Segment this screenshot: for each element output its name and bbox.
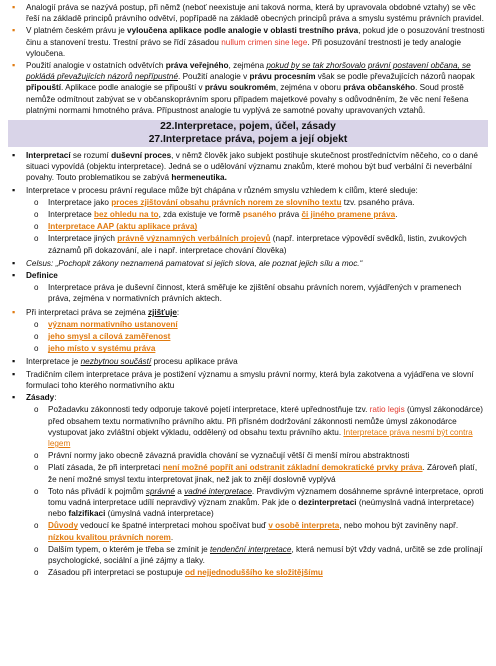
text-run: dezinterpretaci: [298, 497, 357, 507]
circle-bullet-icon: o: [34, 319, 39, 329]
text-run: Při interpretaci práva se zejména: [26, 307, 148, 317]
text-run: procesu aplikace práva: [151, 357, 238, 367]
bullet-item: [10, 258, 486, 269]
circle-bullet-icon: o: [34, 405, 39, 415]
text-run: a: [174, 486, 185, 496]
circle-bullet-icon: o: [34, 544, 39, 554]
text-run: falzifikaci: [68, 509, 106, 519]
text-run: , v němž člověk jako subjekt postihuje skutečnost prostředníctvím něčeho, co o dané situaci vypovídá (objektu interpretace). Jedná se o udělování významu znakům, které mohou být buď verbální či neverbální povahy. Touto problematikou se zabývá: [26, 151, 478, 183]
text-run: Právní normy jako obecně závazná pravidla chování se vyznačují větší či menší mírou abstraktnosti: [48, 451, 410, 461]
sub-item-text: [48, 463, 477, 483]
text-run: .: [395, 210, 398, 220]
text-run: Toto nás přivádí k pojmům: [48, 486, 146, 496]
text-run: vedoucí ke špatné interpretaci mohou spočívat buď: [78, 521, 269, 531]
circle-bullet-icon: o: [34, 222, 39, 232]
text-run: se rozumí: [70, 151, 112, 161]
text-run: Platí zásada, že při interpretaci: [48, 463, 163, 473]
interpretation-list: [10, 150, 486, 578]
bullet-icon: ▪: [12, 60, 16, 71]
text-run: Interpretace jiných: [48, 234, 118, 244]
section-heading: [8, 120, 488, 147]
text-run: (neúmyslná vadná interpretace) nebo: [48, 497, 474, 519]
text-run: , která nemusí být vždy vadná, určitě se zde prolínají psychologické, sociální a jiné zájmy a tlaky.: [48, 544, 483, 565]
text-run: Dalším typem, o kterém je třeba se zmínit je: [48, 544, 210, 554]
text-run: proces zjištování obsahu právních norem ze slovního textu: [111, 197, 342, 207]
text-run: Interpretace: [48, 210, 94, 220]
sub-item: [26, 233, 486, 255]
bullet-icon: ▪: [12, 306, 16, 317]
text-run: nízkou kvalitou právních norem: [48, 532, 171, 542]
bullet-icon: ▪: [12, 150, 16, 161]
sub-item: [26, 343, 486, 354]
bullet-text: [26, 357, 238, 366]
bullet-icon: ▪: [12, 184, 16, 195]
text-run: . Použití analogie v: [178, 72, 250, 82]
heading-line-2: 27.Interpretace práva, pojem a její objekt: [148, 133, 348, 145]
sub-item-text: [48, 198, 415, 207]
text-run: nezbytnou součástí: [80, 357, 152, 367]
text-run: . Aplikace podle analogie se připouští v: [61, 83, 205, 93]
text-run: Interpretace práva je duševní činnost, která směřuje ke zjištění obsahu právních norem, vyjádřených v pramenech práva, zejména v normativních právních aktech.: [48, 283, 462, 304]
text-run: správné: [145, 486, 175, 496]
bullet-item: [10, 356, 486, 367]
text-run: Interpretací: [26, 151, 71, 161]
sub-item: [26, 486, 486, 520]
text-run: Zásady: [26, 393, 55, 403]
text-run: práva: [276, 210, 302, 220]
bullet-item: [10, 150, 486, 184]
bullet-item: [10, 392, 486, 578]
bullet-icon: ▪: [12, 368, 16, 379]
heading-line-1: 22.Interpretace, pojem, účel, zásady: [160, 121, 336, 133]
text-run: Definice: [26, 271, 58, 281]
bullet-icon: ▪: [12, 257, 16, 268]
text-run: připouští: [26, 83, 62, 93]
sub-item: [26, 197, 486, 208]
text-run: Interpretace v procesu právní regulace může být chápána v různém smyslu vzhledem k cílům, které sleduje:: [26, 185, 418, 195]
text-run: jeho smysl a cílová zaměřenost: [48, 332, 171, 342]
bullet-icon: ▪: [12, 356, 16, 367]
bullet-icon: ▪: [12, 392, 16, 403]
circle-bullet-icon: o: [34, 210, 39, 220]
text-run: , pokud jde o posuzování trestnosti činu a stanovení trestu. Trestní právo se řídí zásadou: [26, 26, 485, 47]
sub-item-text: [48, 487, 484, 518]
bullet-text: [26, 61, 475, 115]
text-run: práva občanského: [343, 83, 416, 93]
sub-item: [26, 450, 486, 461]
sub-item-text: [48, 210, 397, 219]
circle-bullet-icon: o: [34, 234, 39, 244]
text-run: tzv. psaného práva.: [341, 197, 415, 207]
text-run: zjišťuje: [147, 307, 177, 317]
bullet-text: [26, 26, 485, 57]
intro-list: [10, 2, 486, 116]
sub-item-text: [48, 320, 178, 329]
bullet-item: [10, 270, 486, 305]
text-run: pokud by se tak zhoršovalo právní postavení občana, se pokládá převažujících názorů nepřípustné: [26, 61, 471, 82]
sub-item: [26, 282, 486, 304]
text-run: vyloučena aplikace podle analogie v oblasti trestního práva: [127, 26, 359, 36]
text-run: (např. interpretace výpovědí svědků, listin, zvukových záznamů při dokazování, ale i např. interpretace chování člověka): [48, 234, 467, 255]
bullet-text: [26, 308, 179, 317]
bullet-text: [26, 151, 478, 182]
sub-item-text: [48, 521, 458, 541]
text-run: právně významných verbálních projevů: [117, 234, 271, 244]
bullet-text: [26, 259, 362, 268]
sub-item-text: [48, 344, 155, 353]
text-run: , zejména v oboru: [275, 83, 344, 93]
sub-list: [26, 197, 486, 256]
sub-item-text: [48, 222, 197, 231]
sub-item: [26, 221, 486, 232]
bullet-icon: ▪: [12, 25, 16, 36]
sub-item-text: [48, 283, 461, 303]
text-run: nullum crimen sine lege: [221, 37, 308, 47]
bullet-item: [10, 185, 486, 256]
text-run: či jiného pramene práva: [301, 210, 396, 220]
sub-list: [26, 282, 486, 304]
text-run: :: [176, 307, 180, 317]
sub-item: [26, 331, 486, 342]
circle-bullet-icon: o: [34, 197, 39, 207]
text-run: Požadavku zákonnosti tedy odporuje takové pojetí interpretace, které upřednostňuje tzv.: [48, 405, 370, 415]
text-run: V platném českém právu je: [26, 26, 128, 36]
sub-list: [26, 404, 486, 578]
text-run: od nejjednoduššího ke složitějšímu: [185, 568, 323, 578]
circle-bullet-icon: o: [34, 283, 39, 293]
sub-item: [26, 544, 486, 566]
text-run: jeho místo v systému práva: [48, 344, 156, 354]
sub-item-text: [48, 545, 483, 565]
text-run: duševní proces: [111, 151, 172, 161]
bullet-icon: ▪: [12, 270, 16, 281]
text-run: Důvody: [48, 521, 79, 531]
text-run: vadné interpretace: [184, 486, 252, 496]
text-run: Interpretace je: [26, 357, 81, 367]
text-run: (úmysl zákonodárce) před obsahem textu normativního právního aktu. Při přísném dodržování zákonnosti nemůže úmysl zákonodárce vystupovat jako zvláštní objekt výkladu, oddělený od obsahu textu právního aktu.: [48, 405, 483, 437]
text-run: (úmyslná vadná interpretace): [105, 509, 214, 519]
text-run: není možné popřít ani odstranit základní demokratické prvky práva: [162, 463, 423, 473]
text-run: právu soukromém: [204, 83, 276, 93]
bullet-text: [26, 186, 418, 195]
text-run: význam normativního ustanovení: [48, 319, 178, 329]
sub-item: [26, 404, 486, 449]
text-run: bez ohledu na to: [93, 210, 159, 220]
text-run: .: [170, 532, 174, 542]
text-run: . Zároveň platí, že není možné smysl textu interpretovat jinak, než jak to znějí doslovně vyplývá: [48, 463, 478, 484]
text-run: tendenční interpretace: [209, 544, 292, 554]
text-run: hermeneutika.: [171, 173, 227, 183]
circle-bullet-icon: o: [34, 486, 39, 496]
bullet-text: [26, 3, 484, 23]
bullet-item: [10, 25, 486, 59]
bullet-text: [26, 370, 474, 390]
text-run: však se podle převažujících názorů naopak: [315, 72, 475, 82]
circle-bullet-icon: o: [34, 344, 39, 354]
sub-item-text: [48, 405, 483, 448]
bullet-item: [10, 2, 486, 24]
circle-bullet-icon: o: [34, 332, 39, 342]
bullet-text: [26, 393, 57, 402]
text-run: Celsus: „Pochopit zákony neznamená pamatovat si jejich slova, ale poznat jejich sílu a moc.“: [26, 258, 363, 268]
bullet-item: [10, 369, 486, 391]
sub-item-text: [48, 451, 409, 460]
sub-item: [26, 567, 486, 578]
sub-item-text: [48, 568, 323, 577]
text-run: Zásadou při interpretaci se postupuje: [48, 568, 185, 578]
text-run: , nebo mohou být zaviněny např.: [339, 521, 459, 531]
text-run: právu procesním: [249, 72, 316, 82]
text-run: , zejména: [228, 61, 267, 71]
text-run: . Pravdivým významem dosáhneme správné interpretace, oproti tomu vadná interpretace udílí nepravdivý význam znakům. Pak jde o: [48, 486, 484, 507]
sub-item: [26, 520, 486, 542]
text-run: Interpretace jako: [48, 197, 112, 207]
circle-bullet-icon: o: [34, 463, 39, 473]
text-run: Interpretace AAP (aktu aplikace práva): [48, 222, 198, 232]
text-run: Analogií práva se nazývá postup, při němž (neboť neexistuje ani taková norma, která by upravovala obdobné vztahy) se věc řeší na základě principů právního odvětví, popřípadě na základě obecných principů práva a smyslu systému právních pravidel.: [26, 3, 484, 24]
bullet-text: [26, 271, 58, 280]
text-run: :: [54, 393, 57, 403]
circle-bullet-icon: o: [34, 568, 39, 578]
sub-item-text: [48, 332, 170, 341]
sub-item-text: [48, 234, 467, 254]
text-run: . Soud prostě nemůže odmítnout zabývat se v občanskoprávním sporu případem majetkové povahy s odůvodněním, že věc není řešena platnými normami hmotného práva. Přípustnost analogie tu vyplývá ze samotné povahy upravovaných vztahů.: [26, 83, 469, 115]
sub-list: [26, 319, 486, 355]
text-run: v osobě interpreta: [268, 521, 340, 531]
text-run: , zda existuje ve formě: [158, 210, 243, 220]
circle-bullet-icon: o: [34, 521, 39, 531]
sub-item: [26, 462, 486, 484]
text-run: psaného: [242, 210, 277, 220]
text-run: Interpretace práva nesmí být contra legem: [48, 427, 473, 448]
bullet-item: [10, 307, 486, 355]
bullet-item: [10, 60, 486, 116]
text-run: . Při posuzování trestnosti je tedy analogie vyloučena.: [26, 37, 462, 58]
sub-item: [26, 319, 486, 330]
text-run: Tradičním cílem interpretace práva je postižení významu a smyslu právní normy, která byla zakotvena a vyjádřena ve slovní formulaci toho kterého normativního aktu: [26, 369, 474, 390]
text-run: Použití analogie v ostatních odvětvích: [26, 61, 166, 71]
sub-item: [26, 209, 486, 220]
text-run: práva veřejného: [165, 61, 229, 71]
circle-bullet-icon: o: [34, 451, 39, 461]
bullet-icon: ▪: [12, 2, 16, 12]
text-run: ratio legis: [369, 405, 405, 415]
